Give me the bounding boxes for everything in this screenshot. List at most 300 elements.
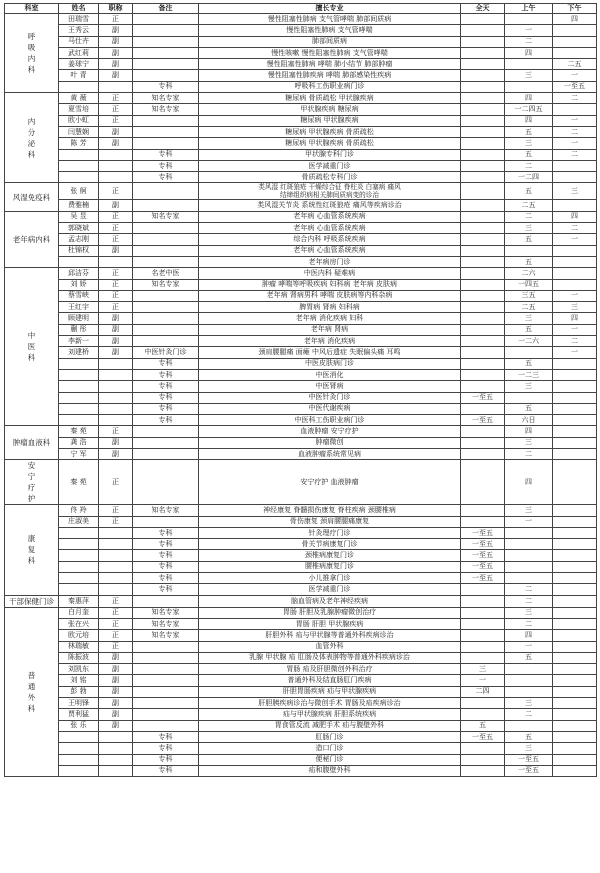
table-row [5, 149, 597, 160]
morning-cell: 二 [505, 448, 553, 459]
full-day-cell [461, 426, 505, 437]
morning-cell: 一至五 [505, 765, 553, 776]
doctor-title-cell [99, 743, 133, 754]
doctor-name-cell: 刘 铭 [59, 675, 99, 686]
doctor-name-cell [59, 415, 99, 426]
specialty-cell: 脑血管病及老年神经疾病 [199, 595, 461, 607]
morning-cell: 四 [505, 426, 553, 437]
full-day-cell [461, 595, 505, 607]
doctor-name-cell: 欧小虹 [59, 115, 99, 126]
doctor-name-cell: 蔡雪峡 [59, 290, 99, 301]
morning-cell: 六日 [505, 415, 553, 426]
note-cell [133, 302, 199, 313]
note-cell: 专科 [133, 149, 199, 160]
doctor-name-cell [59, 584, 99, 595]
specialty-cell: 肿瘤 哮喘等呼吸疾病 妇科病 老年病 皮肤病 [199, 279, 461, 290]
doctor-name-cell [59, 358, 99, 369]
table-row [5, 70, 597, 81]
table-row [5, 160, 597, 171]
afternoon-cell [553, 448, 597, 459]
doctor-title-cell: 正 [99, 234, 133, 245]
table-row [5, 245, 597, 256]
specialty-cell: 老年病 肾病男科 哮喘 皮肤病等内科杂病 [199, 290, 461, 301]
doctor-title-cell: 副 [99, 25, 133, 36]
morning-cell: 三 [505, 505, 553, 516]
doctor-title-cell: 副 [99, 652, 133, 663]
table-row [5, 347, 597, 358]
note-cell: 专科 [133, 415, 199, 426]
morning-cell: 一二六 [505, 336, 553, 347]
doctor-title-cell: 正 [99, 607, 133, 618]
morning-cell: 三 [505, 743, 553, 754]
table-row [5, 630, 597, 641]
table-row [5, 256, 597, 267]
full-day-cell [461, 652, 505, 663]
afternoon-cell [553, 392, 597, 403]
table-row [5, 618, 597, 629]
doctor-name-cell: 姜球宁 [59, 59, 99, 70]
afternoon-cell [553, 652, 597, 663]
note-cell: 专科 [133, 381, 199, 392]
morning-cell: 三 [505, 70, 553, 81]
note-cell [133, 686, 199, 697]
specialty-cell: 慢性阻塞性肺疾病 哮喘 肺部感染性疾病 [199, 70, 461, 81]
afternoon-cell [553, 686, 597, 697]
table-row [5, 652, 597, 663]
doctor-title-cell: 副 [99, 200, 133, 211]
header-afternoon: 下午 [553, 4, 597, 14]
note-cell [133, 234, 199, 245]
specialty-cell: 甲状腺专科门诊 [199, 149, 461, 160]
doctor-name-cell: 王明锋 [59, 698, 99, 709]
full-day-cell: 一至五 [461, 392, 505, 403]
morning-cell [505, 675, 553, 686]
note-cell: 知名专家 [133, 104, 199, 115]
afternoon-cell [553, 754, 597, 765]
full-day-cell [461, 160, 505, 171]
full-day-cell [461, 93, 505, 104]
header-morning: 上午 [505, 4, 553, 14]
department-name: 康复科 [27, 534, 36, 566]
note-cell: 知名专家 [133, 279, 199, 290]
morning-cell: 三 [505, 437, 553, 448]
note-cell: 专科 [133, 369, 199, 380]
table-row [5, 550, 597, 561]
afternoon-cell [553, 561, 597, 572]
doctor-name-cell: 郭晓斌 [59, 223, 99, 234]
doctor-name-cell [59, 743, 99, 754]
schedule-body [5, 14, 597, 777]
doctor-name-cell: 叶 青 [59, 70, 99, 81]
doctor-name-cell [59, 160, 99, 171]
specialty-cell: 老年病 心血管系统疾病 [199, 223, 461, 234]
morning-cell: 二 [505, 160, 553, 171]
specialty-cell: 骨伤康复 颈肩腰腿痛康复 [199, 516, 461, 527]
doctor-name-cell [59, 256, 99, 267]
doctor-name-cell [59, 369, 99, 380]
specialty-cell: 慢性阻塞性肺病 支气管哮喘 [199, 25, 461, 36]
doctor-title-cell: 副 [99, 437, 133, 448]
department-cell [5, 595, 59, 607]
doctor-title-cell: 正 [99, 426, 133, 437]
doctor-title-cell [99, 172, 133, 183]
morning-cell: 二 [505, 36, 553, 47]
department-name: 肿瘤血液科 [12, 438, 51, 448]
morning-cell: 五 [505, 652, 553, 663]
table-row [5, 313, 597, 324]
table-row [5, 358, 597, 369]
full-day-cell [461, 70, 505, 81]
morning-cell: 二 [505, 211, 553, 222]
full-day-cell [461, 200, 505, 211]
table-row [5, 47, 597, 58]
note-cell [133, 115, 199, 126]
note-cell [133, 460, 199, 505]
doctor-title-cell [99, 731, 133, 742]
note-cell: 专科 [133, 754, 199, 765]
note-cell: 知名专家 [133, 607, 199, 618]
table-row [5, 448, 597, 459]
note-cell: 中医针灸门诊 [133, 347, 199, 358]
afternoon-cell: 四 [553, 14, 597, 25]
morning-cell: 三 [505, 138, 553, 149]
afternoon-cell [553, 36, 597, 47]
doctor-title-cell: 副 [99, 347, 133, 358]
specialty-cell: 血液肿瘤 安宁疗护 [199, 426, 461, 437]
doctor-title-cell: 正 [99, 516, 133, 527]
afternoon-cell: 二 [553, 126, 597, 137]
note-cell: 专科 [133, 172, 199, 183]
doctor-name-cell [59, 731, 99, 742]
note-cell [133, 245, 199, 256]
morning-cell: 二 [505, 584, 553, 595]
full-day-cell [461, 403, 505, 414]
specialty-cell: 造口门诊 [199, 743, 461, 754]
full-day-cell [461, 183, 505, 200]
table-row [5, 607, 597, 618]
note-cell: 知名专家 [133, 618, 199, 629]
table-row [5, 686, 597, 697]
full-day-cell: 一至五 [461, 561, 505, 572]
note-cell: 专科 [133, 527, 199, 538]
department-cell [5, 183, 59, 211]
table-row [5, 426, 597, 437]
full-day-cell [461, 245, 505, 256]
afternoon-cell [553, 47, 597, 58]
table-row [5, 709, 597, 720]
full-day-cell: 一至五 [461, 539, 505, 550]
doctor-name-cell: 秦惠萍 [59, 595, 99, 607]
doctor-name-cell [59, 754, 99, 765]
doctor-name-cell: 杜锦权 [59, 245, 99, 256]
morning-cell: 五 [505, 324, 553, 335]
morning-cell: 三 [505, 698, 553, 709]
specialty-cell: 综合内科 呼吸系统疾病 [199, 234, 461, 245]
doctor-title-cell [99, 527, 133, 538]
table-row [5, 138, 597, 149]
morning-cell: 二 [505, 595, 553, 607]
specialty-cell: 便秘门诊 [199, 754, 461, 765]
afternoon-cell: 二 [553, 336, 597, 347]
morning-cell: 三 [505, 313, 553, 324]
table-row [5, 381, 597, 392]
doctor-title-cell: 副 [99, 675, 133, 686]
note-cell: 专科 [133, 392, 199, 403]
note-cell [133, 720, 199, 731]
specialty-cell: 针灸理疗门诊 [199, 527, 461, 538]
department-name: 安宁疗护 [27, 461, 36, 504]
morning-cell [505, 573, 553, 584]
morning-cell [505, 720, 553, 731]
specialty-cell: 中医消化 [199, 369, 461, 380]
specialty-cell: 神经康复 脊髓损伤康复 脊柱疾病 颈腰椎病 [199, 505, 461, 516]
morning-cell: 五 [505, 358, 553, 369]
doctor-name-cell: 田瑞雪 [59, 14, 99, 25]
table-row [5, 392, 597, 403]
department-name: 呼吸内科 [27, 32, 36, 75]
note-cell: 名老中医 [133, 268, 199, 279]
doctor-title-cell [99, 415, 133, 426]
full-day-cell [461, 234, 505, 245]
department-cell [5, 211, 59, 267]
doctor-title-cell [99, 358, 133, 369]
afternoon-cell [553, 245, 597, 256]
doctor-title-cell: 正 [99, 93, 133, 104]
morning-cell [505, 686, 553, 697]
full-day-cell [461, 698, 505, 709]
full-day-cell [461, 709, 505, 720]
department-cell [5, 505, 59, 595]
table-row [5, 172, 597, 183]
specialty-cell: 糖尿病 骨质疏松 甲状腺疾病 [199, 93, 461, 104]
doctor-title-cell [99, 403, 133, 414]
morning-cell [505, 347, 553, 358]
afternoon-cell: 一至五 [553, 81, 597, 92]
full-day-cell [461, 460, 505, 505]
afternoon-cell [553, 268, 597, 279]
doctor-name-cell: 吴 昱 [59, 211, 99, 222]
doctor-name-cell: 庄淑美 [59, 516, 99, 527]
doctor-name-cell: 张 乐 [59, 720, 99, 731]
afternoon-cell [553, 25, 597, 36]
doctor-title-cell [99, 149, 133, 160]
afternoon-cell [553, 160, 597, 171]
specialty-cell: 血管外科 [199, 641, 461, 652]
note-cell [133, 70, 199, 81]
specialty-cell: 脾胃病 肾病 妇科病 [199, 302, 461, 313]
specialty-cell: 安宁疗护 血液肿瘤 [199, 460, 461, 505]
specialty-cell: 慢性咳嗽 慢性阻塞性肺病 支气管哮喘 [199, 47, 461, 58]
afternoon-cell: 一 [553, 347, 597, 358]
morning-cell: 三 [505, 223, 553, 234]
department-cell [5, 426, 59, 460]
department-name: 普通外科 [27, 670, 36, 713]
specialty-cell: 中医代谢疾病 [199, 403, 461, 414]
specialty-cell: 胃肠 疝及肝胆微创外科治疗 [199, 664, 461, 675]
specialty-cell: 颈肩腰腿痛 面瘫 中风后遗症 失眠偏头痛 耳鸣 [199, 347, 461, 358]
doctor-name-cell: 蒯 彤 [59, 324, 99, 335]
table-row [5, 14, 597, 25]
department-name: 干部保健门诊 [9, 596, 54, 606]
specialty-cell: 老年病 消化疾病 [199, 336, 461, 347]
full-day-cell [461, 765, 505, 776]
table-row [5, 527, 597, 538]
table-row [5, 754, 597, 765]
header-note: 备注 [133, 4, 199, 14]
doctor-title-cell [99, 392, 133, 403]
afternoon-cell: 二 [553, 93, 597, 104]
afternoon-cell [553, 664, 597, 675]
specialty-cell: 糖尿病 甲状腺疾病 骨质疏松 [199, 138, 461, 149]
full-day-cell: 一至五 [461, 731, 505, 742]
morning-cell: 一四五 [505, 279, 553, 290]
doctor-name-cell: 张 舸 [59, 183, 99, 200]
afternoon-cell [553, 550, 597, 561]
table-row [5, 211, 597, 222]
header-specialty: 擅长专业 [199, 4, 461, 14]
department-name: 内分泌科 [27, 116, 36, 159]
table-row [5, 731, 597, 742]
afternoon-cell: 一 [553, 138, 597, 149]
table-row [5, 324, 597, 335]
table-row [5, 268, 597, 279]
note-cell [133, 223, 199, 234]
note-cell: 专科 [133, 731, 199, 742]
doctor-name-cell [59, 81, 99, 92]
header-fullday: 全天 [461, 4, 505, 14]
full-day-cell [461, 14, 505, 25]
doctor-name-cell: 陈振波 [59, 652, 99, 663]
specialty-cell: 糖尿病 甲状腺疾病 [199, 115, 461, 126]
department-name: 老年病内科 [12, 234, 51, 244]
doctor-name-cell: 陈 芳 [59, 138, 99, 149]
afternoon-cell [553, 641, 597, 652]
note-cell: 专科 [133, 573, 199, 584]
note-cell [133, 47, 199, 58]
full-day-cell [461, 256, 505, 267]
doctor-title-cell: 正 [99, 14, 133, 25]
note-cell [133, 324, 199, 335]
table-row [5, 460, 597, 505]
full-day-cell [461, 584, 505, 595]
table-row [5, 25, 597, 36]
doctor-title-cell: 正 [99, 618, 133, 629]
note-cell: 专科 [133, 561, 199, 572]
afternoon-cell [553, 539, 597, 550]
doctor-name-cell [59, 573, 99, 584]
afternoon-cell: 一 [553, 115, 597, 126]
afternoon-cell [553, 595, 597, 607]
table-row [5, 336, 597, 347]
afternoon-cell: 三 [553, 302, 597, 313]
note-cell [133, 426, 199, 437]
doctor-name-cell: 佟 羚 [59, 505, 99, 516]
table-row [5, 234, 597, 245]
note-cell: 知名专家 [133, 630, 199, 641]
doctor-title-cell [99, 550, 133, 561]
morning-cell: 一二四 [505, 172, 553, 183]
note-cell [133, 59, 199, 70]
specialty-cell: 中医科工伤职业病门诊 [199, 415, 461, 426]
department-name: 中医科 [27, 331, 36, 363]
afternoon-cell [553, 720, 597, 731]
doctor-title-cell: 副 [99, 324, 133, 335]
doctor-name-cell: 闫慧娴 [59, 126, 99, 137]
morning-cell: 五 [505, 149, 553, 160]
morning-cell: 一 [505, 516, 553, 527]
afternoon-cell [553, 381, 597, 392]
afternoon-cell [553, 630, 597, 641]
afternoon-cell [553, 426, 597, 437]
doctor-title-cell: 正 [99, 115, 133, 126]
doctor-name-cell [59, 527, 99, 538]
department-cell [5, 607, 59, 776]
full-day-cell [461, 302, 505, 313]
doctor-title-cell: 副 [99, 448, 133, 459]
morning-cell: 一 [505, 641, 553, 652]
table-row [5, 290, 597, 301]
doctor-title-cell [99, 381, 133, 392]
full-day-cell [461, 618, 505, 629]
doctor-title-cell: 副 [99, 686, 133, 697]
doctor-name-cell: 夏雪培 [59, 104, 99, 115]
note-cell [133, 138, 199, 149]
morning-cell: 三 [505, 607, 553, 618]
afternoon-cell [553, 505, 597, 516]
specialty-cell: 老年病 心血管系统疾病 [199, 211, 461, 222]
full-day-cell [461, 47, 505, 58]
table-row [5, 93, 597, 104]
note-cell [133, 336, 199, 347]
note-cell [133, 595, 199, 607]
note-cell [133, 25, 199, 36]
doctor-name-cell: 秦 苑 [59, 426, 99, 437]
specialty-cell: 胃肠 肝胆及乳腺肿瘤微创治疗 [199, 607, 461, 618]
specialty-cell: 中医肾病 [199, 381, 461, 392]
table-row [5, 36, 597, 47]
afternoon-cell [553, 460, 597, 505]
morning-cell [505, 539, 553, 550]
table-row [5, 81, 597, 92]
specialty-cell: 肝胆胰疾病诊治与微创手术 胃肠及疝疾病诊治 [199, 698, 461, 709]
afternoon-cell [553, 731, 597, 742]
morning-cell: 五 [505, 183, 553, 200]
morning-cell [505, 14, 553, 25]
afternoon-cell: 二 [553, 223, 597, 234]
specialty-cell: 颈椎病康复门诊 [199, 550, 461, 561]
full-day-cell [461, 358, 505, 369]
department-cell [5, 93, 59, 183]
doctor-title-cell: 正 [99, 505, 133, 516]
specialty-cell: 慢性阻塞性肺病 哮喘 肺小结节 肺部肿瘤 [199, 59, 461, 70]
afternoon-cell [553, 358, 597, 369]
note-cell [133, 313, 199, 324]
morning-cell: 二 [505, 618, 553, 629]
doctor-title-cell: 副 [99, 720, 133, 731]
note-cell: 知名专家 [133, 211, 199, 222]
note-cell [133, 516, 199, 527]
doctor-title-cell [99, 81, 133, 92]
table-row [5, 720, 597, 731]
specialty-cell: 老年病 心血管系统疾病 [199, 245, 461, 256]
morning-cell: 四 [505, 630, 553, 641]
doctor-name-cell: 秦 苑 [59, 460, 99, 505]
full-day-cell [461, 172, 505, 183]
full-day-cell [461, 81, 505, 92]
specialty-cell: 胃肠 肝胆 甲状腺疾病 [199, 618, 461, 629]
afternoon-cell [553, 200, 597, 211]
note-cell: 专科 [133, 550, 199, 561]
